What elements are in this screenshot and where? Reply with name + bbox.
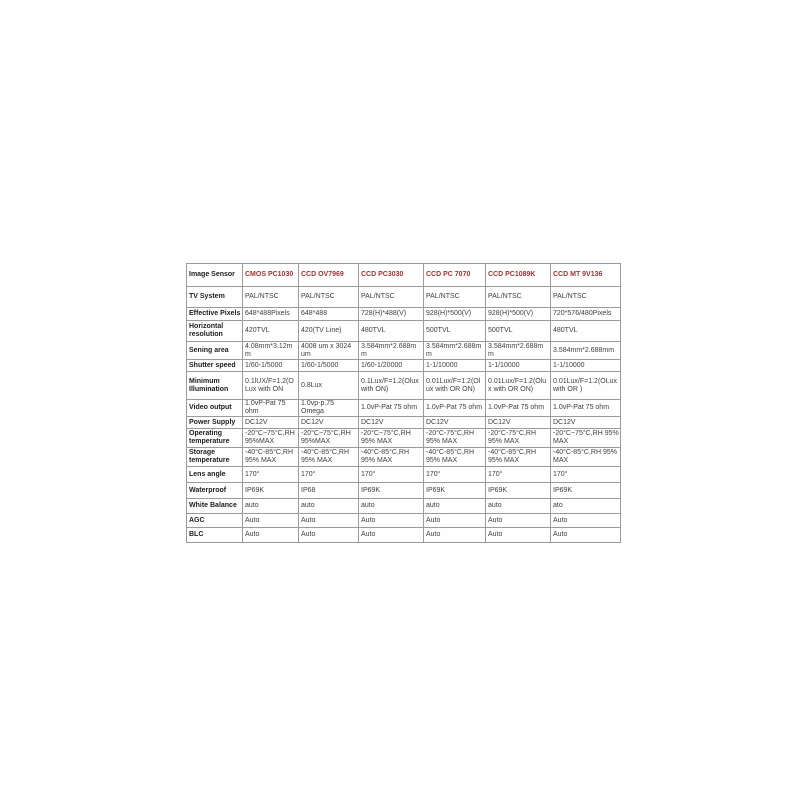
spec-cell: Auto (243, 528, 299, 543)
spec-cell: 1.0vp-p.75 Omega (299, 400, 359, 417)
spec-cell: -20°C~75°C,RH 95%MAX (243, 429, 299, 448)
spec-cell: PAL/NTSC (486, 287, 551, 308)
spec-cell: 0.8Lux (299, 372, 359, 400)
table-row (187, 308, 621, 321)
spec-cell: DC12V (299, 417, 359, 429)
spec-cell: 3.584mm*2.688mm (551, 342, 621, 360)
spec-cell: 170° (551, 467, 621, 483)
spec-cell: -40°C-85°C,RH 95% MAX (299, 448, 359, 467)
spec-cell: 1.0vP-Pat 75 ohm (243, 400, 299, 417)
spec-cell: PAL/NTSC (551, 287, 621, 308)
spec-cell: 480TVL (551, 321, 621, 342)
spec-cell: auto (486, 499, 551, 514)
row-label: Lens angle (187, 467, 243, 483)
spec-cell: PAL/NTSC (243, 287, 299, 308)
spec-cell: 170° (243, 467, 299, 483)
spec-cell: -40°C-85°C,RH 95% MAX (486, 448, 551, 467)
spec-cell: 1-1/10000 (486, 360, 551, 372)
spec-cell: 500TVL (424, 321, 486, 342)
spec-cell: Auto (299, 514, 359, 528)
spec-cell: IP69K (243, 483, 299, 499)
spec-cell: 4.08mm*3.12mm (243, 342, 299, 360)
spec-cell: 1/60-1/5000 (243, 360, 299, 372)
row-label: Video output (187, 400, 243, 417)
spec-cell: 1/60-1/20000 (359, 360, 424, 372)
table-row (187, 528, 621, 543)
spec-cell: 0.1lUX/F=1.2(OLux with ON (243, 372, 299, 400)
table-row (187, 321, 621, 342)
spec-cell: 170° (424, 467, 486, 483)
spec-cell: IP69K (359, 483, 424, 499)
spec-cell: 0.1Lux/F=1.2(Olux with ON) (359, 372, 424, 400)
column-header-ccd-ov7969: CCD OV7969 (299, 264, 359, 287)
spec-cell: Auto (243, 514, 299, 528)
spec-cell: 1.0vP-Pat 75 ohm (551, 400, 621, 417)
row-label: White Balance (187, 499, 243, 514)
camera-sensor-spec-table (186, 263, 621, 543)
spec-cell: -40°C-85°C,RH 95% MAX (424, 448, 486, 467)
spec-cell: -20°C~75°C,RH 95% MAX (359, 429, 424, 448)
spec-cell: auto (359, 499, 424, 514)
spec-cell: auto (243, 499, 299, 514)
spec-cell: -40°C-85°C,RH 95% MAX (359, 448, 424, 467)
spec-cell: DC12V (486, 417, 551, 429)
spec-cell: 1-1/10000 (424, 360, 486, 372)
scanned-spec-sheet (186, 263, 620, 543)
spec-cell: IP69K (424, 483, 486, 499)
spec-cell: 4008 um x 3024 um (299, 342, 359, 360)
spec-cell: IP69K (551, 483, 621, 499)
spec-cell: Auto (424, 528, 486, 543)
spec-cell: 0.01Lux/F=1.2(Olux with OR ON) (486, 372, 551, 400)
spec-cell: Auto (299, 528, 359, 543)
column-header-ccd-pc-7070: CCD PC 7070 (424, 264, 486, 287)
spec-cell: 1.0vP-Pat 75 ohm (424, 400, 486, 417)
table-row (187, 400, 621, 417)
row-label: TV System (187, 287, 243, 308)
spec-cell: 1.0vP-Pat 75 ohm (359, 400, 424, 417)
spec-cell: -40°C-85°C,RH 95% MAX (551, 448, 621, 467)
spec-cell: Auto (551, 514, 621, 528)
spec-cell: auto (299, 499, 359, 514)
table-row (187, 499, 621, 514)
row-label: Power Supply (187, 417, 243, 429)
spec-cell: PAL/NTSC (359, 287, 424, 308)
column-header-ccd-mt-9v136: CCD MT 9V136 (551, 264, 621, 287)
spec-cell: DC12V (551, 417, 621, 429)
spec-cell: 1.0vP-Pat 75 ohm (486, 400, 551, 417)
spec-cell: 420(TV Line) (299, 321, 359, 342)
spec-cell: -20°C~75°C,RH 95%MAX (299, 429, 359, 448)
row-label: AGC (187, 514, 243, 528)
spec-cell: -40°C-85°C,RH 95% MAX (243, 448, 299, 467)
spec-cell: Auto (551, 528, 621, 543)
spec-cell: 648*488Pixels (243, 308, 299, 321)
table-row (187, 372, 621, 400)
row-label: Effective Pixels (187, 308, 243, 321)
table-row (187, 417, 621, 429)
spec-cell: 170° (299, 467, 359, 483)
table-header-row (187, 264, 621, 287)
row-label: Storage temperature (187, 448, 243, 467)
row-label: Operating temperature (187, 429, 243, 448)
spec-cell: IP68 (299, 483, 359, 499)
spec-cell: ato (551, 499, 621, 514)
spec-cell: 728(H)*488(V) (359, 308, 424, 321)
table-row (187, 467, 621, 483)
row-label: Horizontal resolution (187, 321, 243, 342)
spec-cell: 720*576/480Pixels (551, 308, 621, 321)
table-row (187, 514, 621, 528)
spec-cell: Auto (486, 514, 551, 528)
spec-cell: DC12V (359, 417, 424, 429)
row-label: Minimum Illumination (187, 372, 243, 400)
row-label: Sening area (187, 342, 243, 360)
spec-cell: Auto (486, 528, 551, 543)
spec-cell: IP69K (486, 483, 551, 499)
spec-cell: 3.584mm*2.688mm (486, 342, 551, 360)
spec-cell: 420TVL (243, 321, 299, 342)
spec-cell: Auto (359, 528, 424, 543)
spec-cell: 170° (486, 467, 551, 483)
table-row (187, 342, 621, 360)
spec-cell: auto (424, 499, 486, 514)
spec-cell: PAL/NTSC (299, 287, 359, 308)
spec-cell: 3.584mm*2.688mm (424, 342, 486, 360)
spec-cell: 0.01Lux/F=1.2(OLux with OR ) (551, 372, 621, 400)
spec-cell: Auto (359, 514, 424, 528)
spec-cell: 1/60-1/5000 (299, 360, 359, 372)
row-label: Shutter speed (187, 360, 243, 372)
spec-cell: -20°C-75°C,RH 95% MAX (486, 429, 551, 448)
spec-cell: 170° (359, 467, 424, 483)
table-row (187, 360, 621, 372)
column-header-ccd-pc1089k: CCD PC1089K (486, 264, 551, 287)
table-row (187, 448, 621, 467)
spec-cell: -20°C~75°C,RH 95% MAX (551, 429, 621, 448)
spec-cell: 648*488 (299, 308, 359, 321)
row-label: Waterproof (187, 483, 243, 499)
spec-cell: PAL/NTSC (424, 287, 486, 308)
spec-cell: Auto (424, 514, 486, 528)
table-row (187, 483, 621, 499)
column-header-ccd-pc3030: CCD PC3030 (359, 264, 424, 287)
spec-cell: DC12V (243, 417, 299, 429)
spec-cell: -20°C-75°C,RH 95% MAX (424, 429, 486, 448)
spec-cell: 928(H)*500(V) (486, 308, 551, 321)
table-row (187, 287, 621, 308)
spec-cell: 500TVL (486, 321, 551, 342)
header-label: Image Sensor (187, 264, 243, 287)
spec-cell: 928(H)*500(V) (424, 308, 486, 321)
table-row (187, 429, 621, 448)
spec-cell: 3.584mm*2.688mm (359, 342, 424, 360)
spec-cell: 1-1/10000 (551, 360, 621, 372)
spec-cell: 480TVL (359, 321, 424, 342)
row-label: BLC (187, 528, 243, 543)
spec-cell: DC12V (424, 417, 486, 429)
spec-cell: 0.01Lux/F=1.2(Olux with OR ON) (424, 372, 486, 400)
column-header-cmos-pc1030: CMOS PC1030 (243, 264, 299, 287)
